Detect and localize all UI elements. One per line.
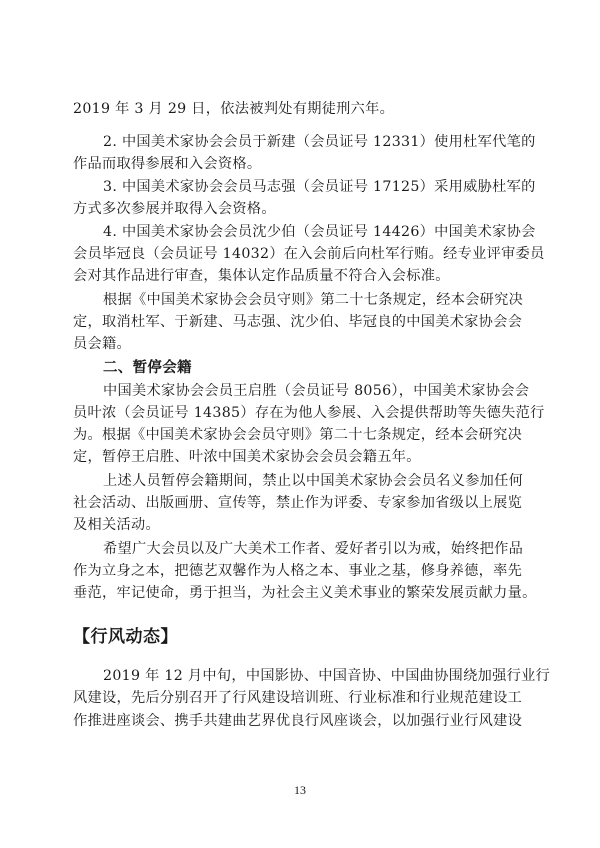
paragraph-line: 2. 中国美术家协会会员于新建（会员证号 12331）使用杜军代笔的 (103, 134, 536, 150)
paragraph-line: 社会活动、出版画册、宣传等，禁止作为评委、专家参加省级以上展览 (73, 495, 523, 511)
paragraph-line: 中国美术家协会会员王启胜（会员证号 8056），中国美术家协会会 (103, 383, 530, 399)
page-number: 13 (294, 783, 306, 797)
paragraph-line: 为。根据《中国美术家协会会员守则》第二十七条规定，经本会研究决 (73, 427, 523, 443)
paragraph-line: 作推进座谈会、携手共建曲艺界优良行风座谈会，以加强行业行风建设 (73, 713, 523, 729)
paragraph-line: 员会籍。 (73, 336, 131, 352)
paragraph-line: 会对其作品进行审查，集体认定作品质量不符合入会标准。 (73, 268, 450, 284)
paragraph-line: 作品而取得参展和入会资格。 (73, 156, 262, 172)
paragraph-line: 2019 年 3 月 29 日，依法被判处有期徒刑六年。 (73, 101, 395, 117)
paragraph-line: 员叶浓（会员证号 14385）存在为他人参展、入会提供帮助等失德失范行 (73, 405, 545, 421)
paragraph-line: 风建设，先后分别召开了行风建设培训班、行业标准和行业规范建设工 (73, 690, 523, 706)
paragraph-line: 3. 中国美术家协会会员马志强（会员证号 17125）采用威胁杜军的 (103, 179, 536, 195)
paragraph-line: 根据《中国美术家协会会员守则》第二十七条规定，经本会研究决 (103, 292, 524, 308)
paragraph-line: 垂范，牢记使命，勇于担当，为社会主义美术事业的繁荣发展贡献力量。 (73, 585, 537, 601)
paragraph-line: 作为立身之本，把德艺双馨作为人格之本、事业之基，修身养德，率先 (73, 563, 523, 579)
paragraph-line: 上述人员暂停会籍期间，禁止以中国美术家协会会员名义参加任何 (103, 473, 524, 489)
paragraph-line: 定，取消杜军、于新建、马志强、沈少伯、毕冠良的中国美术家协会会 (73, 314, 523, 330)
section-title: 【行风动态】 (73, 627, 178, 647)
section-heading: 二、暂停会籍 (103, 360, 192, 376)
paragraph-line: 希望广大会员以及广大美术工作者、爱好者引以为戒，始终把作品 (103, 541, 524, 557)
paragraph-line: 及相关活动。 (73, 517, 160, 533)
paragraph-line: 2019 年 12 月中旬，中国影协、中国音协、中国曲协围绕加强行业行 (103, 668, 551, 684)
paragraph-line: 定，暂停王启胜、叶浓中国美术家协会会员会籍五年。 (73, 449, 421, 465)
paragraph-line: 4. 中国美术家协会会员沈少伯（会员证号 14426）中国美术家协会 (103, 224, 536, 240)
paragraph-line: 会员毕冠良（会员证号 14032）在入会前后向杜军行贿。经专业评审委员 (73, 246, 545, 262)
paragraph-line: 方式多次参展并取得入会资格。 (73, 201, 276, 217)
